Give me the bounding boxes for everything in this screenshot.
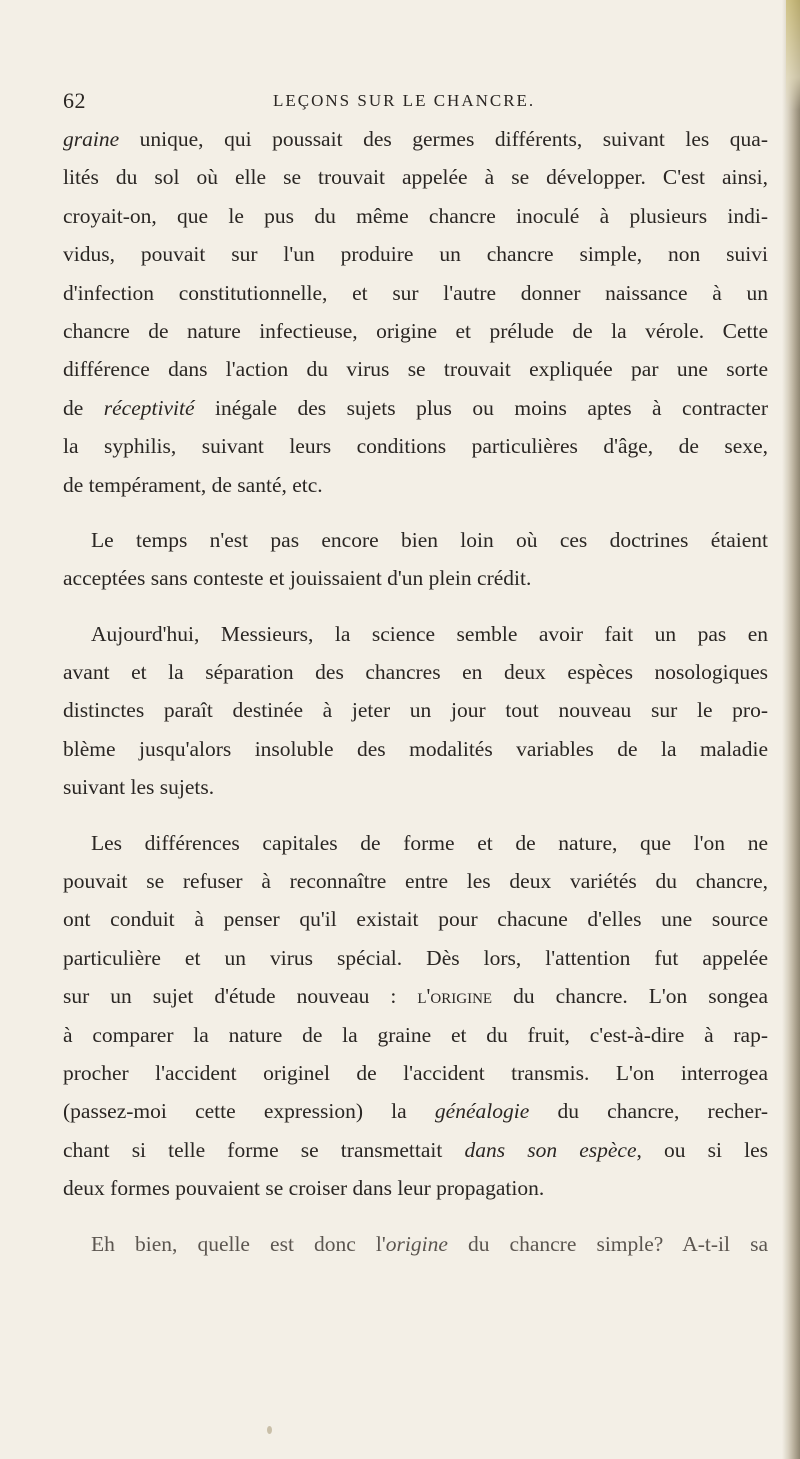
text-line bbox=[63, 1225, 768, 1263]
page-edge-stain bbox=[786, 0, 800, 110]
paragraph-gap bbox=[63, 598, 768, 615]
text-span: unique, qui poussait des germes différents, suivant les qua- bbox=[119, 127, 768, 151]
text-line: lités du sol où elle se trouvait appelée à se développer. C'est ainsi, bbox=[63, 165, 768, 190]
text-line: procher l'accident originel de l'accident transmis. L'on interrogea bbox=[63, 1060, 768, 1085]
text-line: particulière et un virus spécial. Dès lors, l'attention fut appelée bbox=[63, 945, 768, 970]
page-number: 62 bbox=[63, 88, 86, 113]
paragraph-5 bbox=[63, 1225, 768, 1263]
text-line: distinctes paraît destinée à jeter un jour tout nouveau sur le pro- bbox=[63, 698, 768, 723]
text-line: différence dans l'action du virus se trouvait expliquée par une sorte bbox=[63, 357, 768, 382]
text-line: Le temps n'est pas encore bien loin où ces doctrines étaient bbox=[91, 527, 768, 552]
paragraph-2 bbox=[63, 521, 768, 598]
text-line bbox=[63, 1092, 768, 1130]
paragraph-3 bbox=[63, 615, 768, 807]
text-span: du chancre. L'on songea bbox=[492, 984, 768, 1009]
text-line: chancre de nature infectieuse, origine et prélude de la vérole. Cette bbox=[63, 318, 768, 343]
text-span: du chancre simple? A-t-il sa bbox=[447, 1231, 768, 1256]
text-line: à comparer la nature de la graine et du fruit, c'est-à-dire à rap- bbox=[63, 1022, 768, 1047]
page-edge-shadow bbox=[782, 0, 800, 1459]
text-line: vidus, pouvait sur l'un produire un chancre simple, non suivi bbox=[63, 242, 768, 267]
text-line: pouvait se refuser à reconnaître entre les deux variétés du chancre, bbox=[63, 869, 768, 894]
paragraph-gap bbox=[63, 504, 768, 521]
text-span: Eh bien, quelle est donc l' bbox=[91, 1231, 386, 1256]
text-line: Les différences capitales de forme et de nature, que l'on ne bbox=[91, 830, 768, 855]
italic-term: réceptivité bbox=[103, 395, 195, 420]
italic-term: dans son espèce bbox=[464, 1137, 637, 1162]
paragraph-1 bbox=[63, 120, 768, 504]
text-span: du chancre, recher- bbox=[529, 1099, 768, 1124]
text-line bbox=[63, 977, 768, 1015]
text-line bbox=[63, 389, 768, 427]
paragraph-4 bbox=[63, 824, 768, 1208]
text-line bbox=[63, 120, 768, 158]
text-line: acceptées sans conteste et jouissaient d'un plein crédit. bbox=[63, 566, 532, 591]
italic-term: généalogie bbox=[434, 1099, 530, 1124]
body-text bbox=[63, 120, 768, 1263]
text-line: de tempérament, de santé, etc. bbox=[63, 472, 323, 497]
text-line: avant et la séparation des chancres en deux espèces nosologiques bbox=[63, 660, 768, 685]
text-span: (passez-moi cette expression) la bbox=[63, 1099, 435, 1124]
paper-speck bbox=[267, 1426, 272, 1434]
text-span: sur un sujet d'étude nouveau : bbox=[63, 984, 418, 1009]
text-span: de bbox=[63, 395, 104, 420]
text-line: croyait-on, que le pus du même chancre inoculé à plusieurs indi- bbox=[63, 203, 768, 228]
text-line: Aujourd'hui, Messieurs, la science semble avoir fait un pas en bbox=[91, 621, 768, 646]
page-header bbox=[63, 88, 763, 118]
text-line bbox=[63, 1131, 768, 1169]
text-span: inégale des sujets plus ou moins aptes à contracter bbox=[194, 395, 768, 420]
paragraph-gap bbox=[63, 1208, 768, 1225]
text-line: blème jusqu'alors insoluble des modalités variables de la maladie bbox=[63, 736, 768, 761]
text-line: deux formes pouvaient se croiser dans leur propagation. bbox=[63, 1176, 545, 1201]
text-span: chant si telle forme se transmettait bbox=[63, 1137, 465, 1162]
smallcaps-term: l'origine bbox=[417, 984, 493, 1009]
text-line: d'infection constitutionnelle, et sur l'autre donner naissance à un bbox=[63, 280, 768, 305]
italic-term: origine bbox=[385, 1231, 448, 1256]
running-title: LEÇONS SUR LE CHANCRE. bbox=[273, 91, 536, 110]
paragraph-gap bbox=[63, 807, 768, 824]
text-span: , ou si les bbox=[636, 1137, 768, 1162]
italic-term: graine bbox=[63, 127, 120, 151]
text-line: suivant les sujets. bbox=[63, 775, 215, 800]
text-line: la syphilis, suivant leurs conditions particulières d'âge, de sexe, bbox=[63, 434, 768, 459]
text-line: ont conduit à penser qu'il existait pour chacune d'elles une source bbox=[63, 907, 768, 932]
